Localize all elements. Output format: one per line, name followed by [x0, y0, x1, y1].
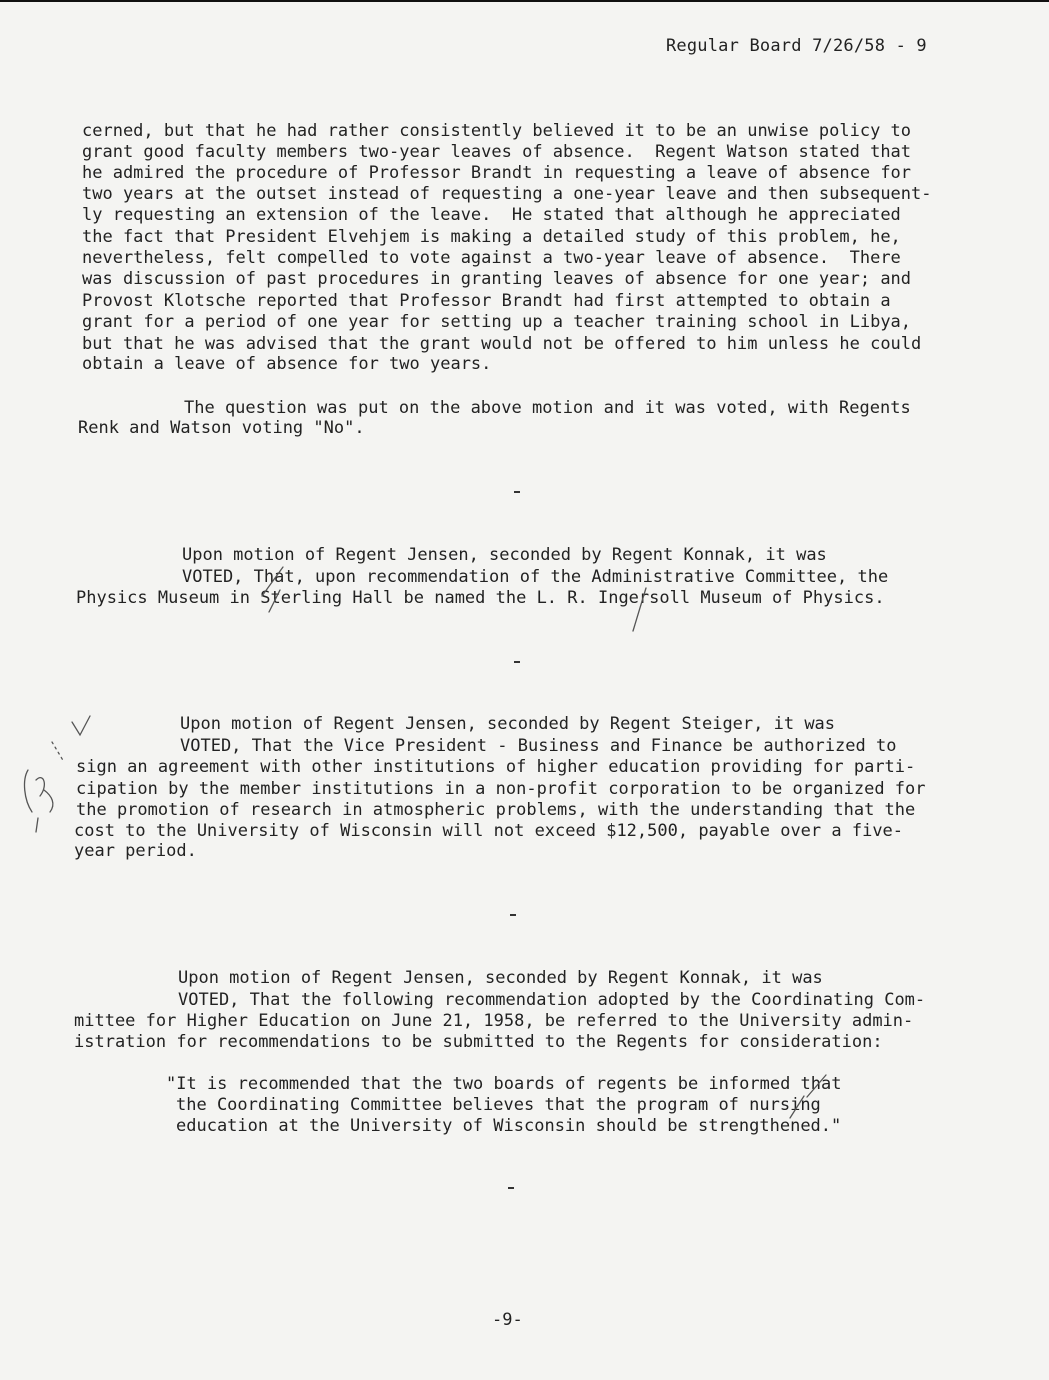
section-separator — [508, 1187, 514, 1189]
text-line: Upon motion of Regent Jensen, seconded by Regent Konnak, it was — [182, 545, 827, 565]
text-line: nevertheless, felt compelled to vote against a two-year leave of absence. There — [82, 248, 901, 268]
text-line: but that he was advised that the grant would not be offered to him unless he could — [82, 334, 922, 354]
margin-scribble — [25, 770, 53, 832]
margin-check-mark — [72, 716, 90, 735]
text-line: the promotion of research in atmospheric problems, with the understanding that the — [76, 800, 916, 820]
margin-dots — [52, 742, 64, 762]
text-line: Physics Museum in Sterling Hall be named the L. R. Ingersoll Museum of Physics. — [76, 588, 885, 608]
section-separator — [514, 491, 520, 493]
text-line: cerned, but that he had rather consistently believed it to be an unwise policy to — [82, 121, 912, 141]
text-line: Upon motion of Regent Jensen, seconded by Regent Konnak, it was — [178, 968, 823, 988]
section-separator — [514, 661, 520, 663]
text-line: sign an agreement with other institutions of higher education providing for parti- — [76, 757, 916, 777]
text-line: cipation by the member institutions in a non-profit corporation to be organized for — [76, 779, 926, 799]
text-line: Renk and Watson voting "No". — [78, 418, 365, 438]
page-number: -9- — [492, 1310, 523, 1330]
text-line: Upon motion of Regent Jensen, seconded by Regent Steiger, it was — [180, 714, 836, 734]
text-line: he admired the procedure of Professor Brandt in requesting a leave of absence for — [82, 163, 912, 183]
text-line: ly requesting an extension of the leave. He stated that although he appreciated — [82, 205, 901, 225]
text-line: the fact that President Elvehjem is making a detailed study of this problem, he, — [82, 227, 901, 247]
page-header: Regular Board 7/26/58 - 9 — [666, 36, 927, 56]
page-top-border — [0, 0, 1049, 2]
text-line: "It is recommended that the two boards of regents be informed that — [166, 1074, 842, 1094]
text-line: The question was put on the above motion and it was voted, with Regents — [184, 398, 911, 418]
text-line: Provost Klotsche reported that Professor Brandt had first attempted to obtain a — [82, 291, 891, 311]
text-line: obtain a leave of absence for two years. — [82, 354, 492, 374]
text-line: the Coordinating Committee believes that the program of nursing — [176, 1095, 821, 1115]
text-line: grant for a period of one year for setting up a teacher training school in Libya, — [82, 312, 912, 332]
text-line: year period. — [74, 841, 197, 861]
text-line: two years at the outset instead of requesting a one-year leave and then subsequent- — [82, 184, 932, 204]
section-separator — [510, 914, 516, 916]
text-line: grant good faculty members two-year leaves of absence. Regent Watson stated that — [82, 142, 912, 162]
text-line: cost to the University of Wisconsin will not exceed $12,500, payable over a five- — [74, 821, 904, 841]
text-line: was discussion of past procedures in granting leaves of absence for one year; and — [82, 269, 912, 289]
text-line: VOTED, That, upon recommendation of the Administrative Committee, the — [182, 567, 889, 587]
text-line: VOTED, That the following recommendation adopted by the Coordinating Com- — [178, 990, 926, 1010]
text-line: mittee for Higher Education on June 21, 1958, be referred to the University admin- — [74, 1011, 914, 1031]
text-line: education at the University of Wisconsin should be strengthened." — [176, 1116, 842, 1136]
text-line: VOTED, That the Vice President - Business and Finance be authorized to — [180, 736, 897, 756]
text-line: istration for recommendations to be submitted to the Regents for consideration: — [74, 1032, 883, 1052]
